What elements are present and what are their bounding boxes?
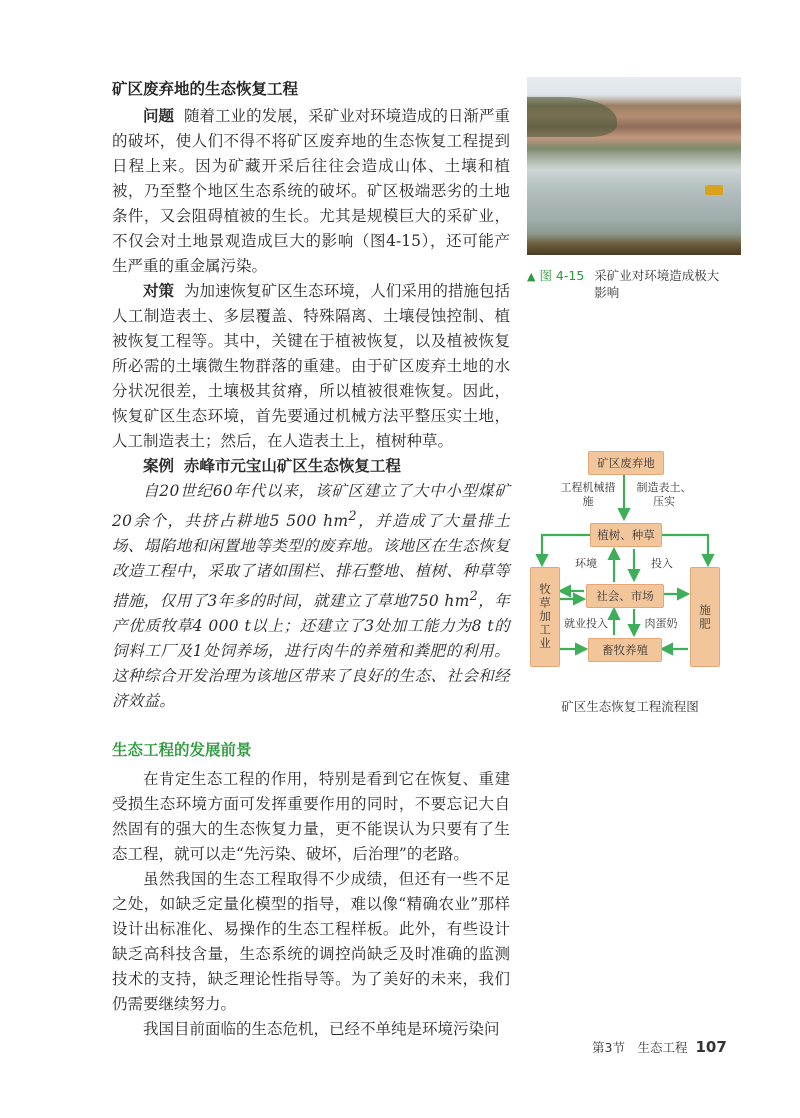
measure-label: 对策 xyxy=(143,282,175,300)
problem-paragraph xyxy=(112,104,510,279)
flow-box-market: 社会、市场 xyxy=(586,584,664,608)
photo-vegetation xyxy=(527,97,617,137)
case-sup-a: 2 xyxy=(348,509,357,524)
flow-box-plant: 植树、种草 xyxy=(590,523,662,547)
flow-box-wasteland: 矿区废弃地 xyxy=(588,451,664,475)
flow-box-forage: 牧草加工业 xyxy=(530,567,560,667)
case-title: 赤峰市元宝山矿区生态恢复工程 xyxy=(183,457,401,475)
case-text-b: ，并造成了大量排土场、塌陷地和闲置地等类型的废弃地。该地区在生态恢复改造工程中，采取了诸如围栏、排石整地、植树、种草等措施，仅用了3年多的时间，就建立了草地750 hm xyxy=(112,512,510,611)
case-paragraph xyxy=(112,479,510,714)
page-number: 107 xyxy=(695,1038,727,1056)
measure-text: 为加速恢复矿区生态环境，人们采用的措施包括人工制造表土、多层覆盖、特殊隔离、土壤侵蚀控制、植被恢复工程等。其中，关键在于植被恢复，以及植被恢复所必需的土壤微生物群落的重建。由于矿区废弃土地的水分状况很差，土壤极其贫瘠，所以植被很难恢复。因此，恢复矿区生态环境，首先要通过机械方法平整压实土地，人工制造表土；然后，在人造表土上，植树种草。 xyxy=(112,282,510,450)
section-title-prospect: 生态工程的发展前景 xyxy=(112,741,252,760)
mine-photo xyxy=(527,77,741,255)
case-heading xyxy=(112,454,510,479)
case-text-c: ，年产优质牧草4 000 t以上；还建立了3处加工能力为8 t的饲料工厂及1处饲养场，进行肉牛的养殖和粪肥的利用。这种综合开发治理为该地区带来了良好的生态、社会和经济效益。 xyxy=(112,592,510,711)
flow-label-jobs: 就业投入 xyxy=(564,617,608,630)
flow-box-livestock: 畜牧养殖 xyxy=(588,638,662,662)
flowchart-caption: 矿区生态恢复工程流程图 xyxy=(561,699,699,714)
section-title-mine: 矿区废弃地的生态恢复工程 xyxy=(112,80,299,98)
flow-label-topsoil: 制造表土、压实 xyxy=(636,481,692,508)
caption-triangle-icon: ▲ xyxy=(527,270,536,283)
figure-number: 图 4-15 xyxy=(539,268,585,283)
problem-text: 随着工业的发展，采矿业对环境造成的日渐严重的破坏，使人们不得不将矿区废弃地的生态恢复工程提到日程上来。因为矿藏开采后往往会造成山体、土壤和植被，乃至整个地区生态系统的破坏。矿区极端恶劣的土地条件，又会阻碍植被的生长。尤其是规模巨大的采矿业，不仅会对土地景观造成巨大的影响（图4-15），还可能产生严重的重金属污染。 xyxy=(112,107,510,275)
footer-section: 第3节 生态工程 xyxy=(592,1040,688,1055)
prospect-para-3: 我国目前面临的生态危机，已经不单纯是环境污染问 xyxy=(143,1020,500,1039)
case-sup-b: 2 xyxy=(469,589,479,605)
flow-box-fertilize: 施肥 xyxy=(690,567,720,667)
figure-caption-text: 采矿业对环境造成极大影响 xyxy=(594,268,720,300)
main-column xyxy=(112,77,510,1042)
case-text-a: 自20世纪60年代以来，该矿区建立了大中小型煤矿20余个，共挤占耕地5 500 hm xyxy=(112,482,510,531)
flow-label-meat: 肉蛋奶 xyxy=(644,617,678,630)
flowchart xyxy=(528,447,728,687)
page-footer xyxy=(592,1038,727,1056)
problem-label: 问题 xyxy=(143,107,175,125)
prospect-para-1: 在肯定生态工程的作用，特别是看到它在恢复、重建受损生态环境方面可发挥重要作用的同时，不要忘记大自然固有的强大的生态恢复力量，更不能误认为只要有了生态工程，就可以走“先污染、破坏，后治理”的老路。 xyxy=(112,770,510,864)
flow-label-machinery: 工程机械措施 xyxy=(560,481,616,508)
flow-label-input: 投入 xyxy=(651,557,673,570)
flow-label-environment: 环境 xyxy=(575,557,597,570)
prospect-para-2: 虽然我国的生态工程取得不少成绩，但还有一些不足之处，如缺乏定量化模型的指导，难以像“精确农业”那样设计出标准化、易操作的生态工程样板。此外，有些设计缺乏高科技含量，生态系统的调控尚缺乏及时准确的监测技术的支持，缺乏理论性指导等。为了美好的未来，我们仍需要继续努力。 xyxy=(112,870,510,1014)
measure-paragraph xyxy=(112,279,510,454)
photo-excavator xyxy=(705,185,723,195)
figure-caption xyxy=(527,267,757,301)
case-label: 案例 xyxy=(143,457,175,475)
